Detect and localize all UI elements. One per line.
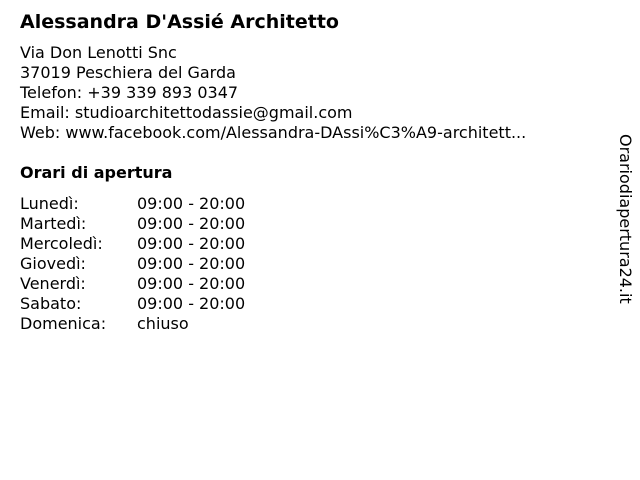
- time-value: 09:00 - 20:00: [137, 234, 246, 253]
- hours-row-wednesday: [20, 234, 245, 254]
- time-value: 09:00 - 20:00: [137, 194, 246, 213]
- hours-row-monday: [20, 194, 245, 214]
- email-line: Email: studioarchitettodassie@gmail.com: [20, 103, 353, 122]
- address-line-2: 37019 Peschiera del Garda: [20, 63, 236, 82]
- time-value: 09:00 - 20:00: [137, 294, 246, 313]
- contact-info: [20, 43, 526, 143]
- business-name: Alessandra D'Assié Architetto: [20, 11, 339, 33]
- time-value: chiuso: [137, 314, 189, 333]
- site-brand-text: Orariodiapertura24.it: [616, 134, 635, 304]
- phone-line: Telefon: +39 339 893 0347: [20, 83, 239, 102]
- site-brand-vertical: [613, 134, 637, 310]
- day-label: Martedì:: [20, 214, 87, 233]
- day-label: Sabato:: [20, 294, 82, 313]
- hours-row-saturday: [20, 294, 245, 314]
- time-value: 09:00 - 20:00: [137, 274, 246, 293]
- hours-row-sunday: [20, 314, 245, 334]
- hours-row-tuesday: [20, 214, 245, 234]
- web-line: Web: www.facebook.com/Alessandra-DAssi%C3%A9-architett...: [20, 123, 527, 142]
- time-value: 09:00 - 20:00: [137, 214, 246, 233]
- day-label: Lunedì:: [20, 194, 79, 213]
- day-label: Giovedì:: [20, 254, 86, 273]
- hours-row-thursday: [20, 254, 245, 274]
- opening-hours-heading: Orari di apertura: [20, 163, 173, 182]
- address-line-1: Via Don Lenotti Snc: [20, 43, 177, 62]
- day-label: Venerdì:: [20, 274, 86, 293]
- day-label: Mercoledì:: [20, 234, 103, 253]
- time-value: 09:00 - 20:00: [137, 254, 246, 273]
- day-label: Domenica:: [20, 314, 107, 333]
- opening-hours-list: [20, 194, 245, 334]
- hours-row-friday: [20, 274, 245, 294]
